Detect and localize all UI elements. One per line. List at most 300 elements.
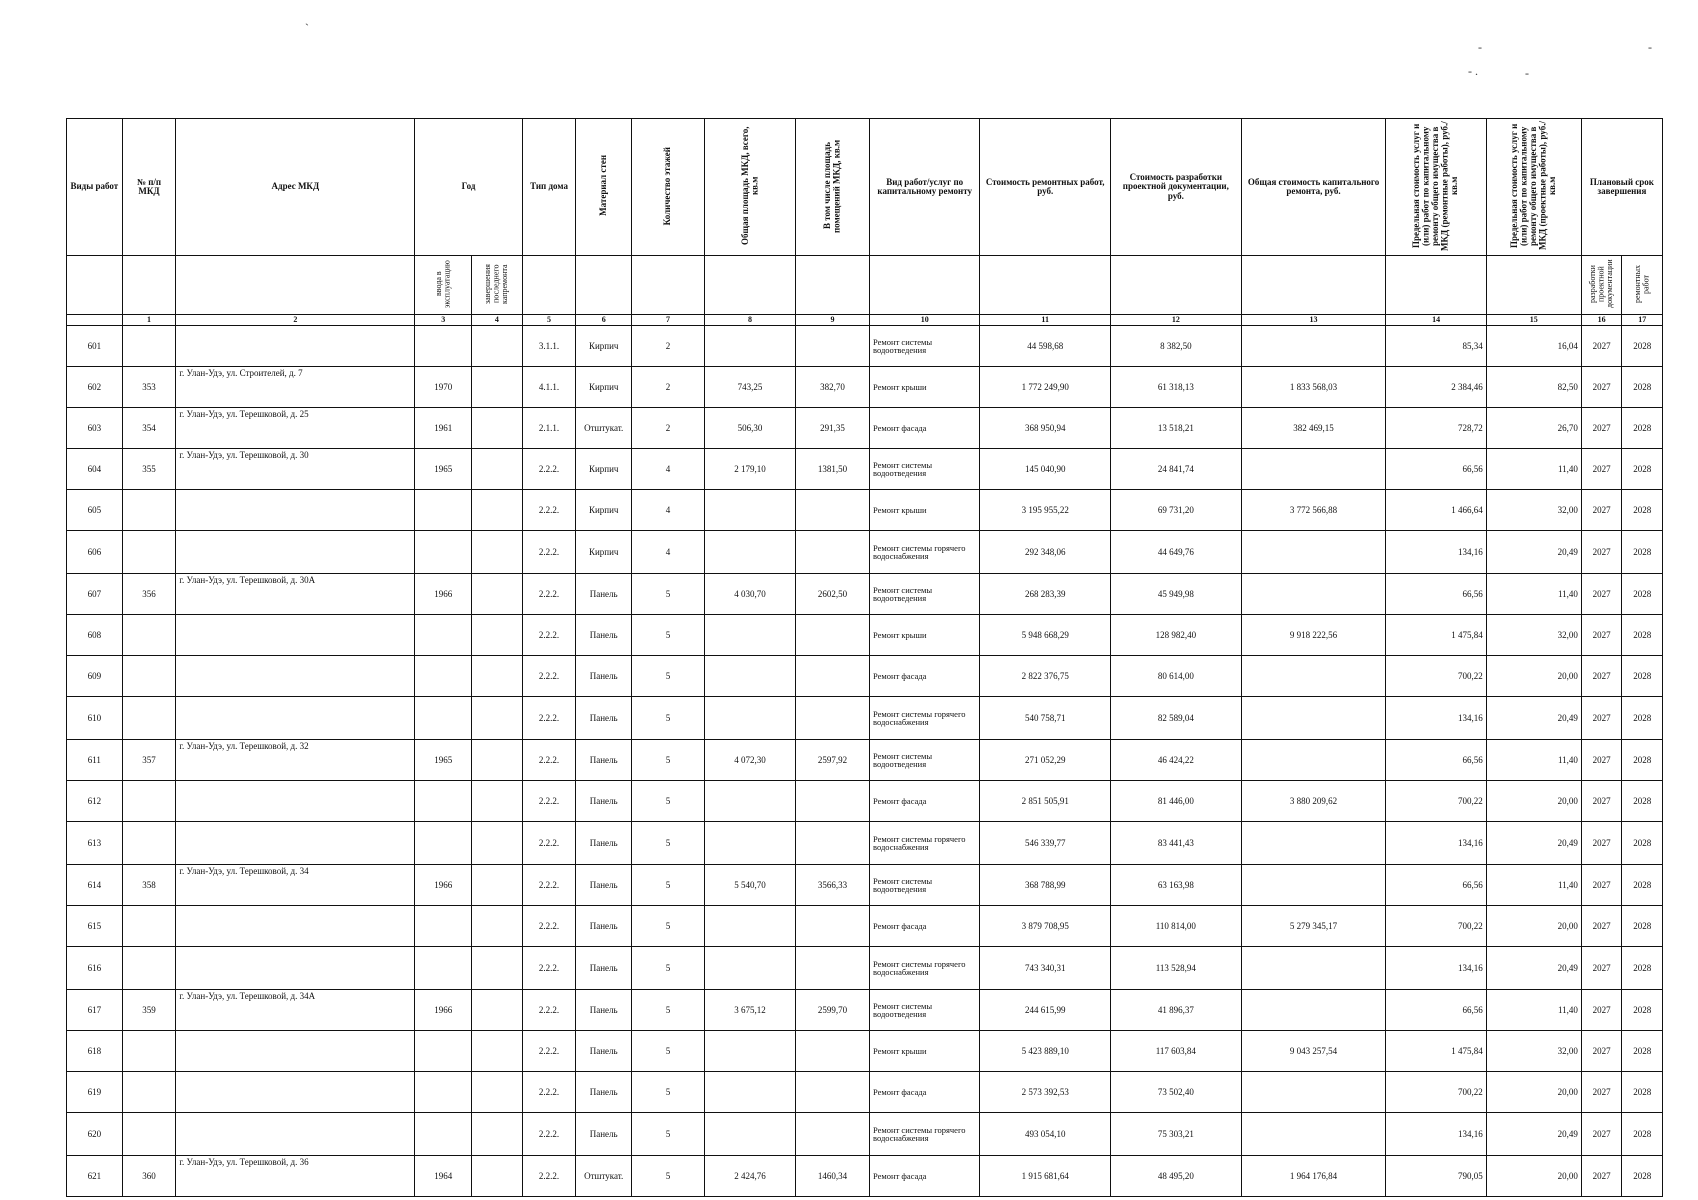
cell-total-cost	[1241, 990, 1386, 1031]
table-row	[67, 367, 1663, 408]
cell-year-commissioned: 1966	[415, 865, 472, 906]
cell-year-commissioned	[415, 531, 472, 574]
cell-deadline-project: 2027	[1581, 1072, 1622, 1113]
cell-wall-material: Отштукат.	[576, 1156, 632, 1197]
cell-deadline-repair: 2028	[1622, 990, 1663, 1031]
cell-deadline-repair: 2028	[1622, 822, 1663, 865]
cell-mkd-number	[122, 947, 176, 990]
cell-deadline-repair: 2028	[1622, 367, 1663, 408]
cell-repair-cost: 145 040,90	[980, 449, 1111, 490]
cell-work-type: Ремонт крыши	[870, 367, 980, 408]
cell-total-area: 2 424,76	[704, 1156, 795, 1197]
cell-limit-repair: 66,56	[1386, 449, 1486, 490]
cell-floors: 2	[632, 326, 705, 367]
cell-address	[176, 1031, 415, 1072]
cell-deadline-repair: 2028	[1622, 615, 1663, 656]
cell-project-cost: 117 603,84	[1111, 1031, 1242, 1072]
cell-work-type: Ремонт фасада	[870, 408, 980, 449]
cell-total-area	[704, 531, 795, 574]
cell-deadline-repair: 2028	[1622, 531, 1663, 574]
cell-year-last-repair	[472, 449, 523, 490]
cell-year-commissioned	[415, 656, 472, 697]
header-god-kapremonta: завершения последнего капремонта	[472, 256, 523, 315]
cell-row-id: 606	[67, 531, 123, 574]
column-number: 16	[1581, 315, 1622, 326]
cell-year-commissioned	[415, 326, 472, 367]
column-number: 8	[704, 315, 795, 326]
cell-repair-cost: 5 423 889,10	[980, 1031, 1111, 1072]
cell-year-last-repair	[472, 822, 523, 865]
cell-address	[176, 326, 415, 367]
cell-project-cost: 45 949,98	[1111, 574, 1242, 615]
cell-address	[176, 656, 415, 697]
table-row	[67, 906, 1663, 947]
cell-limit-project: 11,40	[1486, 865, 1581, 906]
cell-year-commissioned	[415, 906, 472, 947]
header-predel-15: Предельная стоимость услуг и (или) работ по капитальному ремонту общего имущества в МКД (проектные работы), руб./кв.м	[1486, 119, 1581, 256]
cell-total-cost	[1241, 865, 1386, 906]
cell-floors: 5	[632, 865, 705, 906]
cell-work-type: Ремонт системы водоотведения	[870, 740, 980, 781]
cell-premises-area	[796, 1072, 870, 1113]
cell-total-area: 743,25	[704, 367, 795, 408]
cell-total-area: 3 675,12	[704, 990, 795, 1031]
cell-year-commissioned: 1961	[415, 408, 472, 449]
table-row	[67, 1072, 1663, 1113]
cell-repair-cost: 493 054,10	[980, 1113, 1111, 1156]
cell-deadline-repair: 2028	[1622, 947, 1663, 990]
cell-year-last-repair	[472, 697, 523, 740]
cell-house-type: 2.2.2.	[522, 1031, 576, 1072]
cell-total-cost: 3 880 209,62	[1241, 781, 1386, 822]
cell-address	[176, 615, 415, 656]
cell-address: г. Улан-Удэ, ул. Терешковой, д. 30	[176, 449, 415, 490]
cell-limit-project: 20,00	[1486, 1072, 1581, 1113]
cell-limit-repair: 134,16	[1386, 697, 1486, 740]
cell-total-area	[704, 656, 795, 697]
column-number: 15	[1486, 315, 1581, 326]
cell-repair-cost: 2 573 392,53	[980, 1072, 1111, 1113]
column-number: 7	[632, 315, 705, 326]
cell-limit-project: 26,70	[1486, 408, 1581, 449]
cell-wall-material: Панель	[576, 574, 632, 615]
cell-wall-material: Кирпич	[576, 449, 632, 490]
cell-repair-cost: 244 615,99	[980, 990, 1111, 1031]
cell-limit-project: 32,00	[1486, 615, 1581, 656]
cell-premises-area: 2602,50	[796, 574, 870, 615]
cell-mkd-number	[122, 531, 176, 574]
header-planovyi-srok: Плановый срок завершения	[1581, 119, 1662, 256]
cell-floors: 5	[632, 781, 705, 822]
cell-deadline-project: 2027	[1581, 367, 1622, 408]
cell-total-area	[704, 1031, 795, 1072]
cell-house-type: 2.2.2.	[522, 990, 576, 1031]
cell-premises-area: 382,70	[796, 367, 870, 408]
table-row	[67, 1031, 1663, 1072]
cell-house-type: 2.2.2.	[522, 1156, 576, 1197]
header-etazhi: Количество этажей	[632, 119, 705, 256]
cell-premises-area	[796, 490, 870, 531]
cell-limit-repair: 700,22	[1386, 1072, 1486, 1113]
cell-limit-project: 20,00	[1486, 781, 1581, 822]
cell-wall-material: Панель	[576, 656, 632, 697]
cell-work-type: Ремонт системы горячего водоснабжения	[870, 1113, 980, 1156]
cell-project-cost: 82 589,04	[1111, 697, 1242, 740]
cell-limit-repair: 1 466,64	[1386, 490, 1486, 531]
cell-house-type: 2.2.2.	[522, 1113, 576, 1156]
header-god: Год	[415, 119, 522, 256]
cell-premises-area: 1381,50	[796, 449, 870, 490]
cell-address: г. Улан-Удэ, ул. Терешковой, д. 36	[176, 1156, 415, 1197]
column-number: 5	[522, 315, 576, 326]
cell-floors: 5	[632, 1156, 705, 1197]
cell-mkd-number	[122, 1031, 176, 1072]
cell-deadline-repair: 2028	[1622, 1031, 1663, 1072]
cell-year-commissioned	[415, 822, 472, 865]
cell-mkd-number: 360	[122, 1156, 176, 1197]
cell-wall-material: Кирпич	[576, 326, 632, 367]
cell-deadline-repair: 2028	[1622, 697, 1663, 740]
cell-repair-cost: 3 195 955,22	[980, 490, 1111, 531]
cell-total-cost: 3 772 566,88	[1241, 490, 1386, 531]
cell-limit-repair: 85,34	[1386, 326, 1486, 367]
cell-mkd-number	[122, 1113, 176, 1156]
cell-work-type: Ремонт системы водоотведения	[870, 326, 980, 367]
header-srok-remont: ремонтных работ	[1622, 256, 1663, 315]
cell-project-cost: 8 382,50	[1111, 326, 1242, 367]
cell-wall-material: Панель	[576, 1072, 632, 1113]
cell-wall-material: Панель	[576, 1113, 632, 1156]
cell-limit-project: 32,00	[1486, 1031, 1581, 1072]
cell-premises-area	[796, 531, 870, 574]
cell-house-type: 2.2.2.	[522, 449, 576, 490]
cell-year-commissioned	[415, 1072, 472, 1113]
cell-project-cost: 24 841,74	[1111, 449, 1242, 490]
cell-mkd-number	[122, 656, 176, 697]
cell-total-cost	[1241, 326, 1386, 367]
header-srok-proekt: разработки проектной документации	[1581, 256, 1622, 315]
cell-limit-project: 20,49	[1486, 1113, 1581, 1156]
cell-project-cost: 73 502,40	[1111, 1072, 1242, 1113]
cell-premises-area	[796, 326, 870, 367]
cell-address	[176, 1072, 415, 1113]
cell-year-last-repair	[472, 906, 523, 947]
table-row	[67, 865, 1663, 906]
header-tip-doma: Тип дома	[522, 119, 576, 256]
cell-project-cost: 83 441,43	[1111, 822, 1242, 865]
cell-year-last-repair	[472, 781, 523, 822]
cell-premises-area	[796, 656, 870, 697]
cell-deadline-project: 2027	[1581, 449, 1622, 490]
cell-year-commissioned	[415, 697, 472, 740]
cell-work-type: Ремонт фасада	[870, 906, 980, 947]
cell-deadline-repair: 2028	[1622, 656, 1663, 697]
cell-year-commissioned: 1966	[415, 990, 472, 1031]
cell-limit-repair: 66,56	[1386, 574, 1486, 615]
cell-total-area: 4 030,70	[704, 574, 795, 615]
header-god-vvoda: ввода в эксплуатацию	[415, 256, 472, 315]
cell-deadline-repair: 2028	[1622, 1156, 1663, 1197]
cell-limit-project: 20,49	[1486, 822, 1581, 865]
cell-total-area	[704, 781, 795, 822]
table-row	[67, 1156, 1663, 1197]
cell-deadline-repair: 2028	[1622, 740, 1663, 781]
cell-row-id: 601	[67, 326, 123, 367]
table-row	[67, 656, 1663, 697]
cell-limit-repair: 134,16	[1386, 822, 1486, 865]
cell-limit-repair: 66,56	[1386, 865, 1486, 906]
cell-floors: 5	[632, 906, 705, 947]
column-number	[67, 315, 123, 326]
cell-address	[176, 947, 415, 990]
cell-address: г. Улан-Удэ, ул. Терешковой, д. 32	[176, 740, 415, 781]
table-row	[67, 615, 1663, 656]
cell-row-id: 613	[67, 822, 123, 865]
cell-year-last-repair	[472, 865, 523, 906]
cell-repair-cost: 540 758,71	[980, 697, 1111, 740]
column-number: 12	[1111, 315, 1242, 326]
cell-address: г. Улан-Удэ, ул. Терешковой, д. 34А	[176, 990, 415, 1031]
cell-house-type: 2.2.2.	[522, 490, 576, 531]
cell-house-type: 2.2.2.	[522, 781, 576, 822]
cell-address	[176, 531, 415, 574]
cell-year-last-repair	[472, 367, 523, 408]
cell-project-cost: 63 163,98	[1111, 865, 1242, 906]
scan-mark: ˏ	[305, 12, 309, 26]
table-row	[67, 531, 1663, 574]
cell-project-cost: 75 303,21	[1111, 1113, 1242, 1156]
cell-floors: 4	[632, 449, 705, 490]
cell-premises-area	[796, 697, 870, 740]
column-number: 4	[472, 315, 523, 326]
cell-year-commissioned	[415, 781, 472, 822]
cell-limit-project: 16,04	[1486, 326, 1581, 367]
cell-floors: 5	[632, 990, 705, 1031]
cell-deadline-project: 2027	[1581, 326, 1622, 367]
cell-mkd-number	[122, 822, 176, 865]
header-vid-rabot: Виды работ	[67, 119, 123, 256]
scan-mark: -	[1525, 66, 1529, 80]
cell-year-last-repair	[472, 490, 523, 531]
table-row	[67, 740, 1663, 781]
cell-work-type: Ремонт системы горячего водоснабжения	[870, 822, 980, 865]
cell-total-area	[704, 947, 795, 990]
cell-wall-material: Панель	[576, 1031, 632, 1072]
cell-limit-project: 20,00	[1486, 1156, 1581, 1197]
cell-floors: 5	[632, 1072, 705, 1113]
cell-year-commissioned	[415, 1031, 472, 1072]
cell-total-cost	[1241, 1113, 1386, 1156]
cell-project-cost: 128 982,40	[1111, 615, 1242, 656]
cell-deadline-project: 2027	[1581, 1113, 1622, 1156]
cell-address	[176, 490, 415, 531]
cell-total-area	[704, 490, 795, 531]
cell-year-commissioned: 1965	[415, 449, 472, 490]
cell-repair-cost: 2 822 376,75	[980, 656, 1111, 697]
cell-repair-cost: 271 052,29	[980, 740, 1111, 781]
cell-year-last-repair	[472, 408, 523, 449]
cell-deadline-repair: 2028	[1622, 449, 1663, 490]
cell-year-last-repair	[472, 990, 523, 1031]
capital-repair-table	[66, 118, 1663, 1197]
cell-house-type: 2.2.2.	[522, 947, 576, 990]
cell-year-commissioned: 1964	[415, 1156, 472, 1197]
table-row	[67, 1113, 1663, 1156]
cell-mkd-number	[122, 326, 176, 367]
cell-deadline-repair: 2028	[1622, 574, 1663, 615]
cell-total-area: 5 540,70	[704, 865, 795, 906]
scan-mark: - .	[1468, 64, 1478, 78]
cell-year-last-repair	[472, 615, 523, 656]
table-row	[67, 697, 1663, 740]
cell-year-commissioned	[415, 947, 472, 990]
cell-row-id: 616	[67, 947, 123, 990]
cell-total-cost	[1241, 531, 1386, 574]
cell-floors: 5	[632, 1031, 705, 1072]
cell-address	[176, 781, 415, 822]
cell-total-cost	[1241, 574, 1386, 615]
cell-total-cost: 1 833 568,03	[1241, 367, 1386, 408]
cell-limit-project: 11,40	[1486, 740, 1581, 781]
cell-repair-cost: 743 340,31	[980, 947, 1111, 990]
cell-work-type: Ремонт крыши	[870, 1031, 980, 1072]
header-stoimost-remonta: Стоимость ремонтных работ, руб.	[980, 119, 1111, 256]
column-number-row	[67, 315, 1663, 326]
cell-row-id: 620	[67, 1113, 123, 1156]
cell-deadline-repair: 2028	[1622, 865, 1663, 906]
cell-house-type: 2.2.2.	[522, 574, 576, 615]
cell-mkd-number: 359	[122, 990, 176, 1031]
cell-total-area: 2 179,10	[704, 449, 795, 490]
cell-work-type: Ремонт фасада	[870, 1072, 980, 1113]
cell-project-cost: 80 614,00	[1111, 656, 1242, 697]
cell-work-type: Ремонт крыши	[870, 490, 980, 531]
cell-limit-repair: 2 384,46	[1386, 367, 1486, 408]
cell-year-commissioned: 1965	[415, 740, 472, 781]
cell-house-type: 4.1.1.	[522, 367, 576, 408]
cell-deadline-repair: 2028	[1622, 781, 1663, 822]
cell-row-id: 608	[67, 615, 123, 656]
cell-house-type: 2.2.2.	[522, 822, 576, 865]
cell-deadline-project: 2027	[1581, 408, 1622, 449]
header-stoimost-proekt: Стоимость разработки проектной документации, руб.	[1111, 119, 1242, 256]
cell-deadline-project: 2027	[1581, 574, 1622, 615]
cell-deadline-repair: 2028	[1622, 1072, 1663, 1113]
cell-wall-material: Отштукат.	[576, 408, 632, 449]
cell-total-cost: 9 043 257,54	[1241, 1031, 1386, 1072]
cell-wall-material: Панель	[576, 865, 632, 906]
cell-row-id: 621	[67, 1156, 123, 1197]
cell-repair-cost: 2 851 505,91	[980, 781, 1111, 822]
cell-house-type: 2.2.2.	[522, 865, 576, 906]
cell-house-type: 2.2.2.	[522, 697, 576, 740]
cell-wall-material: Панель	[576, 947, 632, 990]
cell-floors: 5	[632, 574, 705, 615]
cell-total-cost	[1241, 656, 1386, 697]
column-number: 14	[1386, 315, 1486, 326]
cell-wall-material: Панель	[576, 615, 632, 656]
table-row	[67, 326, 1663, 367]
cell-house-type: 3.1.1.	[522, 326, 576, 367]
cell-address: г. Улан-Удэ, ул. Терешковой, д. 30А	[176, 574, 415, 615]
cell-row-id: 611	[67, 740, 123, 781]
cell-total-area	[704, 906, 795, 947]
cell-deadline-project: 2027	[1581, 740, 1622, 781]
cell-repair-cost: 546 339,77	[980, 822, 1111, 865]
cell-total-cost	[1241, 1072, 1386, 1113]
cell-limit-repair: 790,05	[1386, 1156, 1486, 1197]
cell-limit-repair: 134,16	[1386, 947, 1486, 990]
table-row	[67, 408, 1663, 449]
cell-deadline-repair: 2028	[1622, 408, 1663, 449]
cell-limit-repair: 728,72	[1386, 408, 1486, 449]
header-obshaya-stoimost: Общая стоимость капитального ремонта, руб.	[1241, 119, 1386, 256]
cell-mkd-number	[122, 906, 176, 947]
cell-mkd-number	[122, 781, 176, 822]
cell-limit-project: 20,49	[1486, 697, 1581, 740]
cell-deadline-project: 2027	[1581, 947, 1622, 990]
cell-total-cost	[1241, 822, 1386, 865]
cell-house-type: 2.2.2.	[522, 906, 576, 947]
cell-project-cost: 113 528,94	[1111, 947, 1242, 990]
cell-floors: 5	[632, 656, 705, 697]
cell-year-commissioned	[415, 1113, 472, 1156]
cell-row-id: 603	[67, 408, 123, 449]
cell-premises-area: 1460,34	[796, 1156, 870, 1197]
cell-house-type: 2.2.2.	[522, 1072, 576, 1113]
cell-house-type: 2.2.2.	[522, 615, 576, 656]
cell-total-area	[704, 615, 795, 656]
cell-work-type: Ремонт крыши	[870, 615, 980, 656]
cell-deadline-repair: 2028	[1622, 326, 1663, 367]
cell-work-type: Ремонт системы водоотведения	[870, 865, 980, 906]
cell-mkd-number	[122, 490, 176, 531]
cell-total-area	[704, 1072, 795, 1113]
cell-row-id: 605	[67, 490, 123, 531]
cell-floors: 5	[632, 615, 705, 656]
cell-year-last-repair	[472, 326, 523, 367]
cell-floors: 5	[632, 1113, 705, 1156]
cell-project-cost: 69 731,20	[1111, 490, 1242, 531]
cell-premises-area	[796, 822, 870, 865]
cell-floors: 2	[632, 408, 705, 449]
cell-wall-material: Кирпич	[576, 367, 632, 408]
cell-premises-area: 291,35	[796, 408, 870, 449]
cell-total-cost	[1241, 947, 1386, 990]
cell-deadline-project: 2027	[1581, 656, 1622, 697]
cell-wall-material: Панель	[576, 906, 632, 947]
cell-row-id: 604	[67, 449, 123, 490]
cell-project-cost: 44 649,76	[1111, 531, 1242, 574]
cell-house-type: 2.2.2.	[522, 531, 576, 574]
cell-repair-cost: 368 950,94	[980, 408, 1111, 449]
cell-limit-project: 11,40	[1486, 574, 1581, 615]
column-number: 11	[980, 315, 1111, 326]
cell-mkd-number: 355	[122, 449, 176, 490]
cell-address	[176, 1113, 415, 1156]
cell-repair-cost: 1 772 249,90	[980, 367, 1111, 408]
cell-year-commissioned: 1970	[415, 367, 472, 408]
cell-row-id: 609	[67, 656, 123, 697]
cell-project-cost: 81 446,00	[1111, 781, 1242, 822]
cell-premises-area	[796, 947, 870, 990]
cell-deadline-project: 2027	[1581, 1031, 1622, 1072]
column-number: 13	[1241, 315, 1386, 326]
cell-premises-area	[796, 781, 870, 822]
cell-mkd-number: 354	[122, 408, 176, 449]
cell-total-cost: 382 469,15	[1241, 408, 1386, 449]
cell-wall-material: Панель	[576, 822, 632, 865]
